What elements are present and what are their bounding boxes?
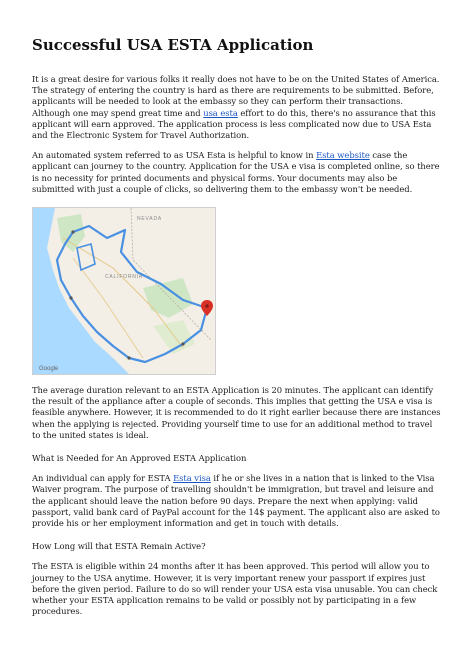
esta-website-link[interactable]: Esta website <box>316 150 370 161</box>
usa-esta-link[interactable]: usa esta <box>203 107 238 118</box>
map-label-nevada: NEVADA <box>137 216 162 223</box>
page-title: Successful USA ESTA Application <box>32 36 314 54</box>
paragraph-requirements: An individual can apply for ESTA Esta visa if he or she lives in a nation that is linked to the Visa Waiver program. The purpose of travelling shouldn't be immigration, but travel and leisure and the applicant should leave the nation before 90 days. Prepare the next when applying: valid passport, valid bank card of PayPal account for the 14$ payment. The applicant also are asked to provide his or her employment information and get in touch with details. <box>32 473 440 529</box>
paragraph-validity: The ESTA is eligible within 24 months after it has been approved. This period will allow you to journey to the USA anytime. However, it is very important renew your passport if expires just before the given period. Failure to do so will render your USA esta visa unusable. You can check whether your ESTA application remains to be valid or possibly not by participating in a few procedures. <box>32 561 438 617</box>
section-heading-requirements: What is Needed for An Approved ESTA Application <box>32 453 247 464</box>
document-page <box>32 36 442 626</box>
map-pin-icon <box>201 300 213 316</box>
paragraph-automated-system: An automated system referred to as USA Esta is helpful to know in Esta website case the applicant can journey to the country. Application for the USA e visa is completed online, so there is no necessity for printed documents and physical forms. Your documents may also be submitted with just a couple of clicks, so delivering them to the embassy won't be needed. <box>32 150 440 194</box>
map-label-california: CALIFORNIA <box>105 274 144 281</box>
esta-visa-link[interactable]: Esta visa <box>173 473 211 484</box>
route-map-svg <box>33 208 215 374</box>
section-heading-validity: How Long will that ESTA Remain Active? <box>32 541 206 552</box>
route-map-image <box>32 207 216 375</box>
paragraph-intro: It is a great desire for various folks it really does not have to be on the United States of America. The strategy of entering the country is hard as there are requirements to be submitted. Before, applicants will be needed to look at the embassy so they can perform their transactions. Although one may spend great time and usa esta effort to do this, there's no assurance that this applicant will earn approved. The application process is less complicated now due to USA Esta and the Electronic System for Travel Authorization. <box>32 74 440 141</box>
paragraph-duration: The average duration relevant to an ESTA Application is 20 minutes. The applicant can identify the result of the appliance after a couple of seconds. This implies that getting the USA e visa is feasible anywhere. However, it is recommended to do it right earlier because there are instances when the applying is rejected. Providing yourself time to use for an additional method to travel to the united states is ideal. <box>32 385 441 440</box>
map-google-logo: Google <box>39 366 59 373</box>
